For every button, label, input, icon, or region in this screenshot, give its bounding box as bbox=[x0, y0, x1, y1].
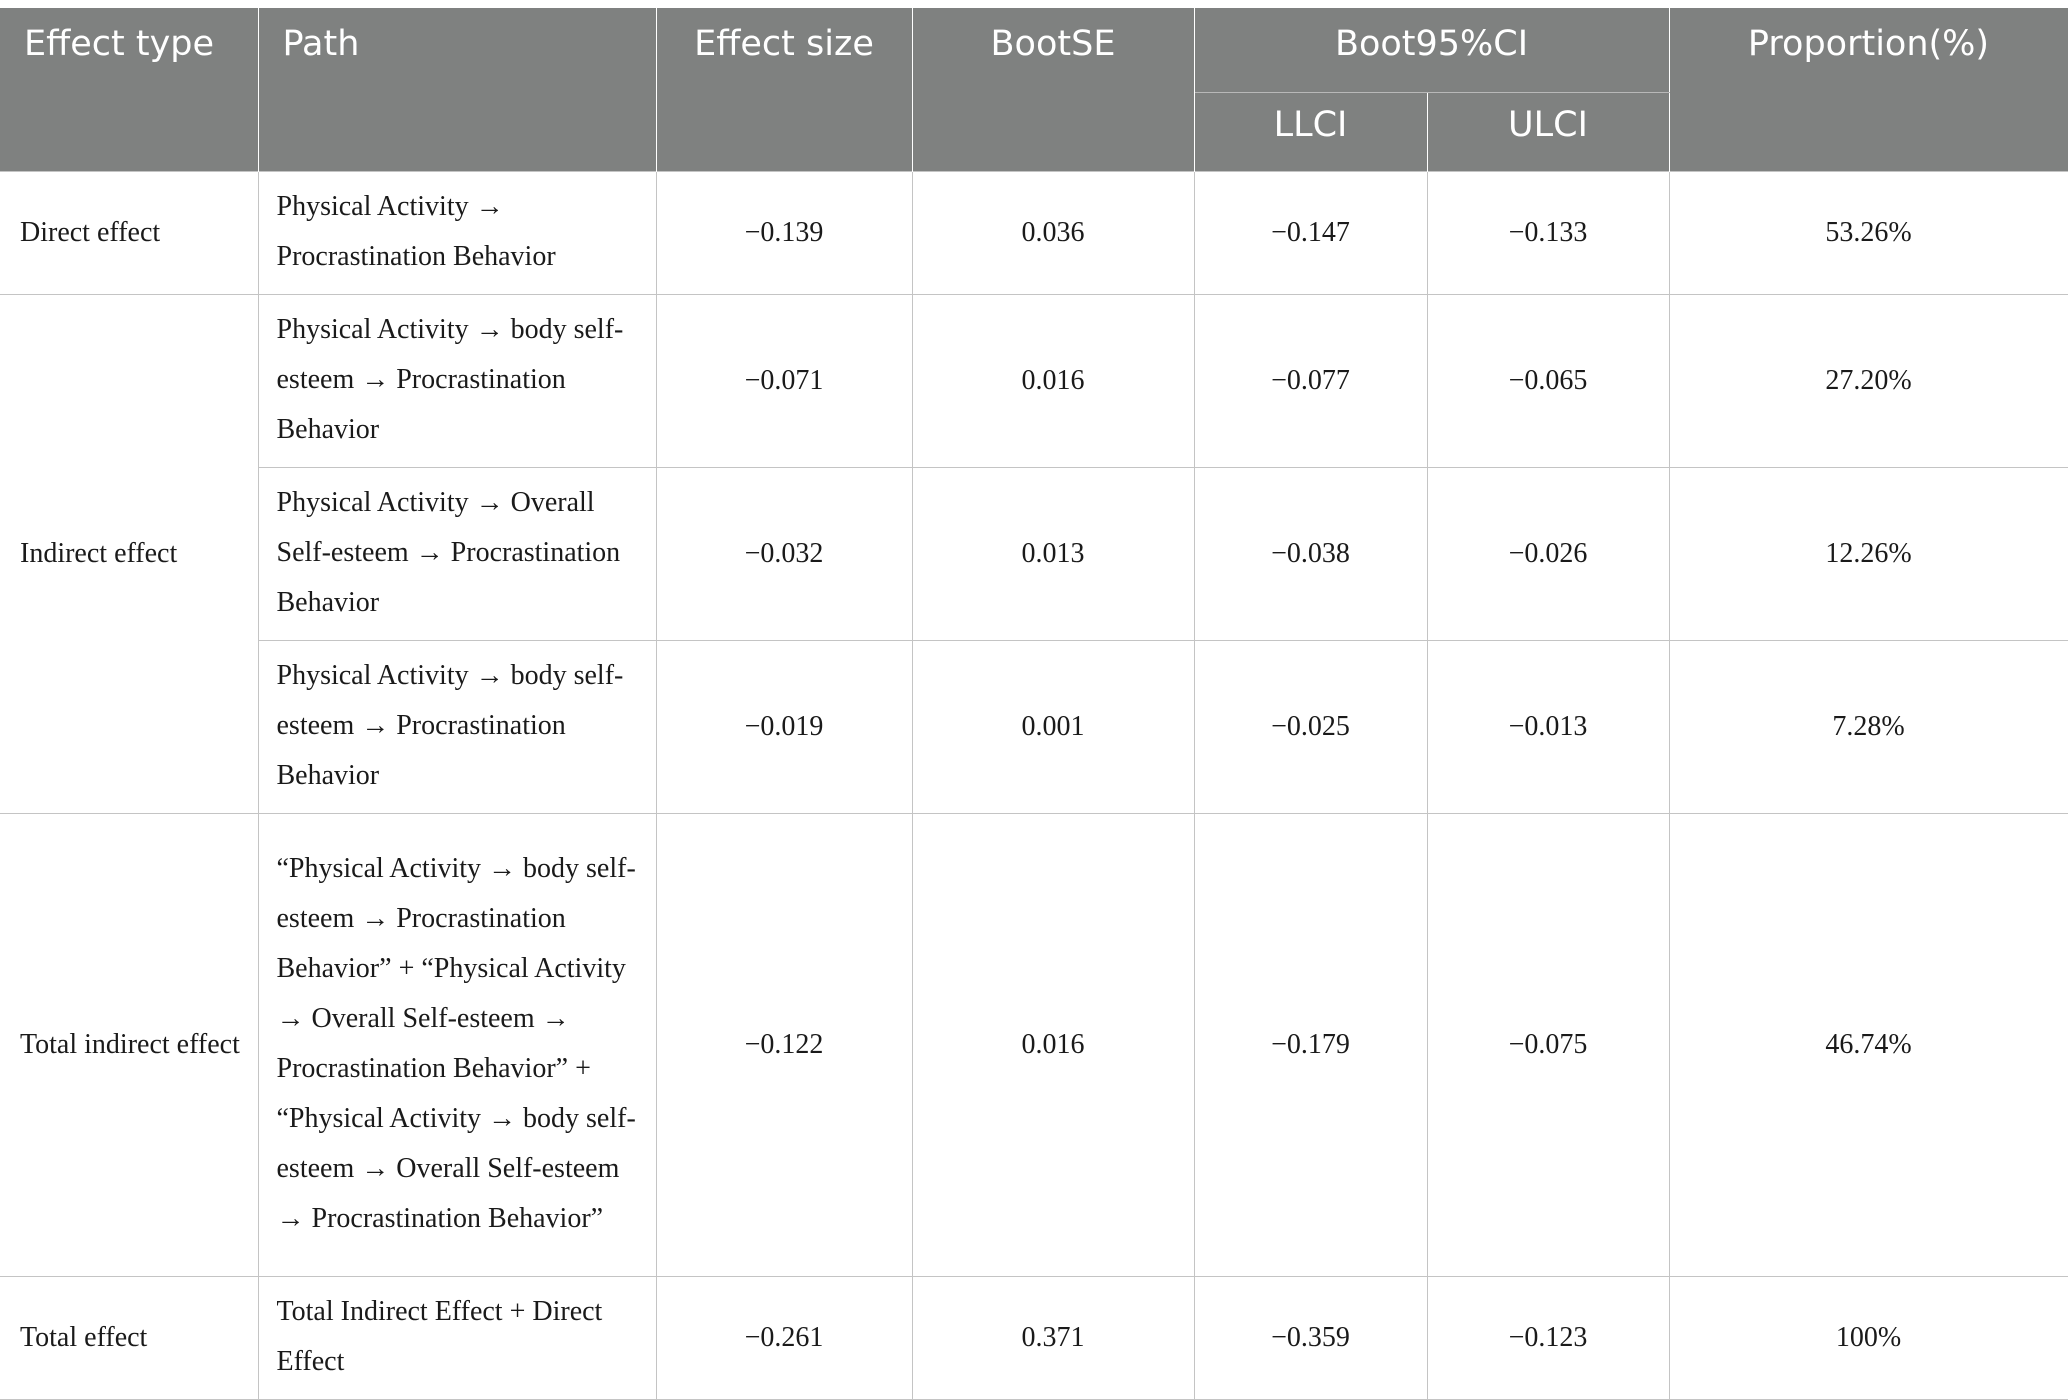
path-cell: Physical Activity → body self-esteem → Procrastination Behavior bbox=[258, 295, 656, 468]
ulci-cell: −0.075 bbox=[1427, 814, 1669, 1277]
table-header bbox=[0, 8, 2068, 172]
ulci-cell: −0.133 bbox=[1427, 172, 1669, 295]
mediation-effects-table bbox=[0, 8, 2068, 1400]
effect-type-cell: Indirect effect bbox=[0, 295, 258, 814]
llci-cell: −0.038 bbox=[1194, 468, 1427, 641]
effect-size-cell: −0.261 bbox=[656, 1277, 912, 1400]
ulci-cell: −0.026 bbox=[1427, 468, 1669, 641]
llci-cell: −0.147 bbox=[1194, 172, 1427, 295]
path-cell: Total Indirect Effect + Direct Effect bbox=[258, 1277, 656, 1400]
boot-se-cell: 0.016 bbox=[912, 295, 1194, 468]
header-ulci: ULCI bbox=[1427, 93, 1669, 172]
path-cell: Physical Activity → Overall Self-esteem → Procrastination Behavior bbox=[258, 468, 656, 641]
boot-se-cell: 0.036 bbox=[912, 172, 1194, 295]
header-row-1 bbox=[0, 8, 2068, 93]
proportion-cell: 12.26% bbox=[1669, 468, 2068, 641]
header-effect-size: Effect size bbox=[656, 8, 912, 172]
boot-se-cell: 0.013 bbox=[912, 468, 1194, 641]
effect-type-cell: Total effect bbox=[0, 1277, 258, 1400]
ulci-cell: −0.013 bbox=[1427, 641, 1669, 814]
effect-type-cell: Total indirect effect bbox=[0, 814, 258, 1277]
table-body bbox=[0, 172, 2068, 1400]
path-cell: Physical Activity → body self-esteem → Procrastination Behavior bbox=[258, 641, 656, 814]
proportion-cell: 100% bbox=[1669, 1277, 2068, 1400]
effect-size-cell: −0.019 bbox=[656, 641, 912, 814]
ulci-cell: −0.123 bbox=[1427, 1277, 1669, 1400]
header-llci: LLCI bbox=[1194, 93, 1427, 172]
ulci-cell: −0.065 bbox=[1427, 295, 1669, 468]
llci-cell: −0.077 bbox=[1194, 295, 1427, 468]
table-row-indirect-effect bbox=[0, 468, 2068, 641]
boot-se-cell: 0.016 bbox=[912, 814, 1194, 1277]
table-row-total-effect bbox=[0, 1277, 2068, 1400]
proportion-cell: 53.26% bbox=[1669, 172, 2068, 295]
path-cell: Physical Activity → Procrastination Behavior bbox=[258, 172, 656, 295]
path-cell: “Physical Activity → body self-esteem → Procrastination Behavior” + “Physical Activity → Overall Self-esteem → Procrastination Behavior” + “Physical Activity → body self-esteem → Overall Self-esteem → Procrastination Behavior” bbox=[258, 814, 656, 1277]
effect-size-cell: −0.071 bbox=[656, 295, 912, 468]
table-row-total-indirect-effect bbox=[0, 814, 2068, 1277]
header-path: Path bbox=[258, 8, 656, 172]
table-row-indirect-effect bbox=[0, 295, 2068, 468]
table-row-indirect-effect bbox=[0, 641, 2068, 814]
header-proportion: Proportion(%) bbox=[1669, 8, 2068, 172]
header-boot-se: BootSE bbox=[912, 8, 1194, 172]
effect-size-cell: −0.122 bbox=[656, 814, 912, 1277]
llci-cell: −0.179 bbox=[1194, 814, 1427, 1277]
table-row-direct-effect bbox=[0, 172, 2068, 295]
boot-se-cell: 0.371 bbox=[912, 1277, 1194, 1400]
proportion-cell: 46.74% bbox=[1669, 814, 2068, 1277]
llci-cell: −0.359 bbox=[1194, 1277, 1427, 1400]
proportion-cell: 7.28% bbox=[1669, 641, 2068, 814]
effect-size-cell: −0.032 bbox=[656, 468, 912, 641]
header-effect-type: Effect type bbox=[0, 8, 258, 172]
header-boot-ci: Boot95%CI bbox=[1194, 8, 1669, 93]
boot-se-cell: 0.001 bbox=[912, 641, 1194, 814]
llci-cell: −0.025 bbox=[1194, 641, 1427, 814]
proportion-cell: 27.20% bbox=[1669, 295, 2068, 468]
effect-size-cell: −0.139 bbox=[656, 172, 912, 295]
effect-type-cell: Direct effect bbox=[0, 172, 258, 295]
